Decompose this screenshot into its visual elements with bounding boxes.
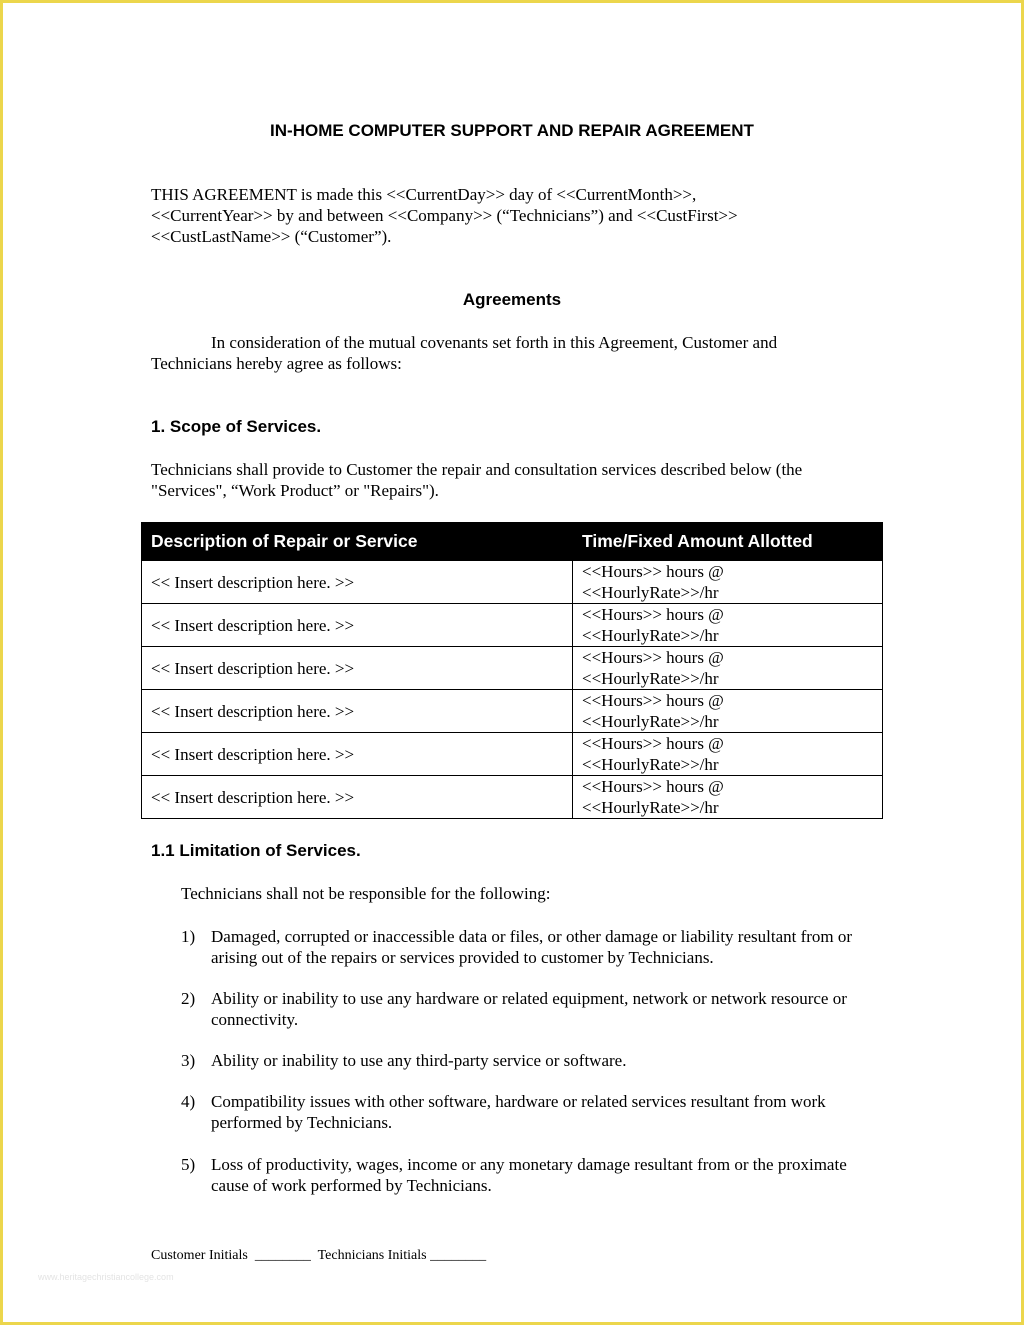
list-item-text: Compatibility issues with other software, hardware or related services resultant from work performed by Technicians. [211, 1092, 826, 1132]
time-cell[interactable] [573, 733, 883, 776]
table-row [142, 647, 883, 690]
list-item-text: Ability or inability to use any third-party service or software. [211, 1051, 627, 1070]
hours-text: <<Hours>> hours @ [582, 691, 724, 710]
list-item-text: Ability or inability to use any hardware or related equipment, network or network resource or connectivity. [211, 989, 847, 1029]
hours-text: <<Hours>> hours @ [582, 605, 724, 624]
initials-footer: Customer Initials ________ Technicians Initials ________ [151, 1248, 487, 1263]
consideration-paragraph: In consideration of the mutual covenants set forth in this Agreement, Customer and Technicians hereby agree as follows: [151, 333, 778, 373]
list-item [181, 1091, 861, 1133]
hours-text: <<Hours>> hours @ [582, 562, 724, 581]
section-1-text: Technicians shall provide to Customer the repair and consultation services described below (the "Services", “Work Product” or "Repairs"). [151, 460, 803, 500]
document-title: IN-HOME COMPUTER SUPPORT AND REPAIR AGREEMENT [270, 121, 754, 140]
list-item-text: Damaged, corrupted or inaccessible data or files, or other damage or liability resultant from or arising out of the repairs or services provided to customer by Technicians. [211, 927, 853, 967]
list-item-number: 2) [181, 989, 196, 1008]
hours-text: <<Hours>> hours @ [582, 734, 724, 753]
list-item-number: 1) [181, 927, 196, 946]
table-row [142, 690, 883, 733]
intro-line: <<CustLastName>> (“Customer”). [151, 227, 392, 246]
intro-paragraph [151, 184, 871, 247]
time-cell[interactable] [573, 561, 883, 604]
intro-line: THIS AGREEMENT is made this <<CurrentDay>> day of <<CurrentMonth>>, [151, 185, 697, 204]
description-cell[interactable]: << Insert description here. >> [142, 561, 573, 604]
description-cell[interactable]: << Insert description here. >> [142, 604, 573, 647]
list-item [181, 926, 861, 968]
list-item [181, 1154, 861, 1196]
rate-text: <<HourlyRate>>/hr [582, 583, 719, 602]
watermark: www.heritagechristiancollege.com [38, 1272, 174, 1282]
time-cell[interactable] [573, 776, 883, 819]
rate-text: <<HourlyRate>>/hr [582, 669, 719, 688]
column-header-description: Description of Repair or Service [142, 523, 573, 561]
description-cell[interactable]: << Insert description here. >> [142, 690, 573, 733]
column-header-time: Time/Fixed Amount Allotted [573, 523, 883, 561]
rate-text: <<HourlyRate>>/hr [582, 755, 719, 774]
description-cell[interactable]: << Insert description here. >> [142, 647, 573, 690]
time-cell[interactable] [573, 647, 883, 690]
table-header-row [142, 523, 883, 561]
hours-text: <<Hours>> hours @ [582, 648, 724, 667]
table-row [142, 733, 883, 776]
table-row [142, 561, 883, 604]
agreements-heading: Agreements [462, 290, 562, 309]
rate-text: <<HourlyRate>>/hr [582, 712, 719, 731]
rate-text: <<HourlyRate>>/hr [582, 798, 719, 817]
hours-text: <<Hours>> hours @ [582, 777, 724, 796]
intro-line: <<CurrentYear>> by and between <<Company>> (“Technicians”) and <<CustFirst>> [151, 206, 738, 225]
list-item-number: 3) [181, 1051, 196, 1070]
list-item [181, 988, 861, 1030]
table-row [142, 604, 883, 647]
description-cell[interactable]: << Insert description here. >> [142, 776, 573, 819]
list-item-number: 5) [181, 1155, 196, 1174]
time-cell[interactable] [573, 690, 883, 733]
section-1-1-heading: 1.1 Limitation of Services. [151, 841, 361, 860]
rate-text: <<HourlyRate>>/hr [582, 626, 719, 645]
list-item-number: 4) [181, 1092, 196, 1111]
section-1-1-intro: Technicians shall not be responsible for the following: [181, 884, 551, 903]
list-item [181, 1050, 861, 1071]
table-row [142, 776, 883, 819]
list-item-text: Loss of productivity, wages, income or any monetary damage resultant from or the proximate cause of work performed by Technicians. [211, 1155, 847, 1195]
time-cell[interactable] [573, 604, 883, 647]
section-1-heading: 1. Scope of Services. [151, 417, 322, 436]
description-cell[interactable]: << Insert description here. >> [142, 733, 573, 776]
services-table [141, 522, 883, 819]
